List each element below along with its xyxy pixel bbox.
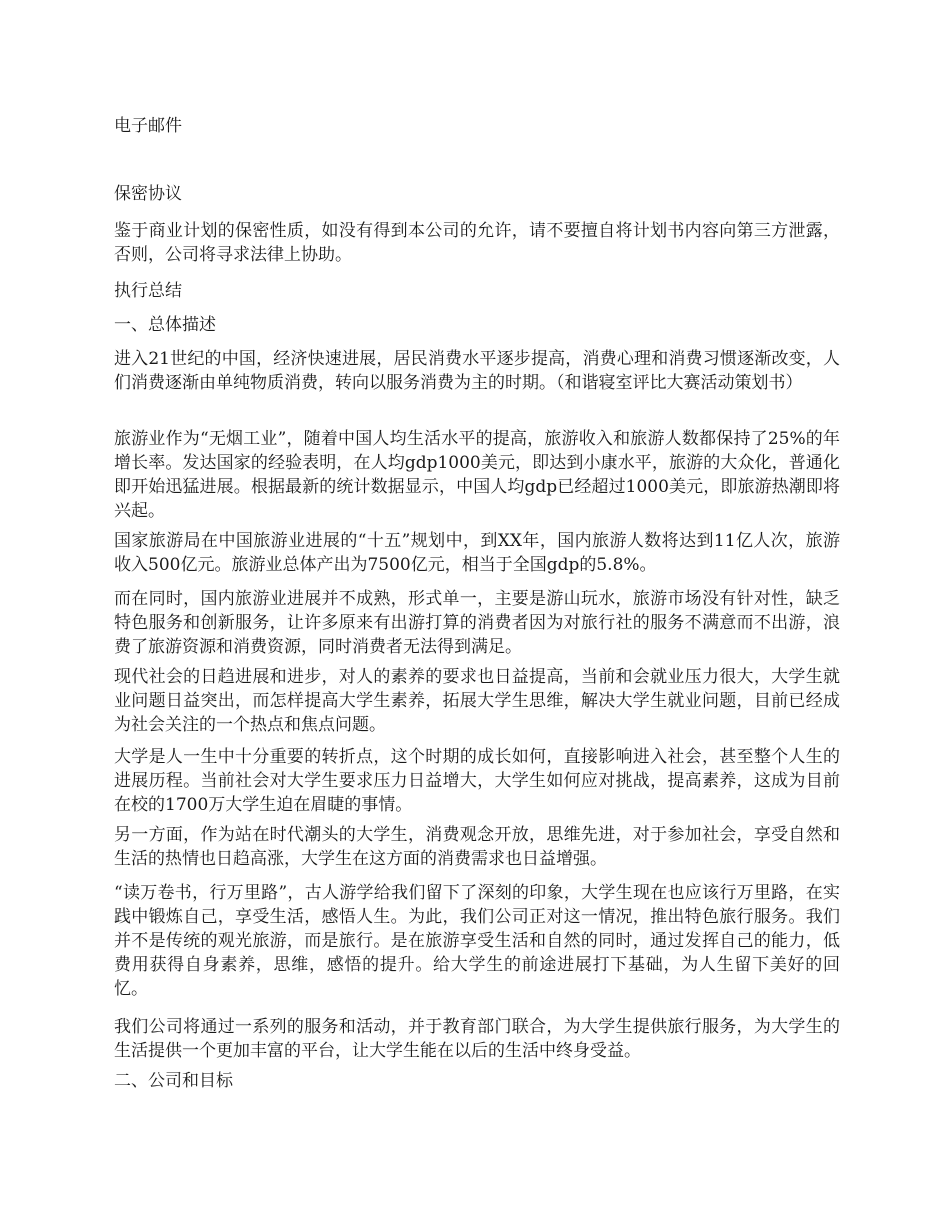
paragraph: 旅游业作为“无烟工业”，随着中国人均生活水平的提高，旅游收入和旅游人数都保持了25%的年增长率。发达国家的经验表明，在人均gdp1000美元，即达到小康水平，旅游的大众化，普通化即开始迅猛进展。根据最新的统计数据显示，中国人均gdp已经超过1000美元，即旅游热潮即将兴起。 <box>114 429 840 521</box>
paragraph: 现代社会的日趋进展和进步，对人的素养的要求也日益提高，当前和会就业压力很大，大学生就业问题日益突出，而怎样提高大学生素养，拓展大学生思维，解决大学生就业问题，目前已经成为社会关注的一个热点和焦点问题。 <box>114 667 840 735</box>
section-heading-overview: 一、总体描述 <box>114 315 216 335</box>
email-label: 电子邮件 <box>114 116 182 136</box>
paragraph: 国家旅游局在中国旅游业进展的“十五”规划中，到XX年，国内旅游人数将达到11亿人次，旅游收入500亿元。旅游业总体产出为7500亿元，相当于全国gdp的5.8%。 <box>114 531 840 575</box>
executive-summary-heading: 执行总结 <box>114 281 182 301</box>
paragraph: 而在同时，国内旅游业进展并不成熟，形式单一，主要是游山玩水，旅游市场没有针对性，缺乏特色服务和创新服务，让许多原来有出游打算的消费者因为对旅行社的服务不满意而不出游，浪费了旅游资源和消费资源，同时消费者无法得到满足。 <box>114 589 840 657</box>
paragraph: 大学是人一生中十分重要的转折点，这个时期的成长如何，直接影响进入社会，甚至整个人生的进展历程。当前社会对大学生要求压力日益增大，大学生如何应对挑战，提高素养，这成为目前在校的1700万大学生迫在眉睫的事情。 <box>114 747 840 815</box>
confidentiality-heading: 保密协议 <box>114 184 182 204</box>
confidentiality-text: 鉴于商业计划的保密性质，如没有得到本公司的允许，请不要擅自将计划书内容向第三方泄露，否则，公司将寻求法律上协助。 <box>114 221 840 265</box>
paragraph: 我们公司将通过一系列的服务和活动，并于教育部门联合，为大学生提供旅行服务，为大学生的生活提供一个更加丰富的平台，让大学生能在以后的生活中终身受益。 <box>114 1017 840 1061</box>
paragraph: 进入21世纪的中国，经济快速进展，居民消费水平逐步提高，消费心理和消费习惯逐渐改变，人们消费逐渐由单纯物质消费，转向以服务消费为主的时期。（和谐寝室评比大赛活动策划书） <box>114 349 840 393</box>
section-heading-company-goals: 二、公司和目标 <box>114 1071 233 1091</box>
paragraph: 另一方面，作为站在时代潮头的大学生，消费观念开放，思维先进，对于参加社会，享受自然和生活的热情也日趋高涨，大学生在这方面的消费需求也日益增强。 <box>114 825 840 869</box>
paragraph: “读万卷书，行万里路”，古人游学给我们留下了深刻的印象，大学生现在也应该行万里路，在实践中锻炼自己，享受生活，感悟人生。为此，我们公司正对这一情况，推出特色旅行服务。我们并不是传统的观光旅游，而是旅行。是在旅游享受生活和自然的同时，通过发挥自己的能力，低费用获得自身素养，思维，感悟的提升。给大学生的前途进展打下基础，为人生留下美好的回忆。 <box>114 883 840 999</box>
